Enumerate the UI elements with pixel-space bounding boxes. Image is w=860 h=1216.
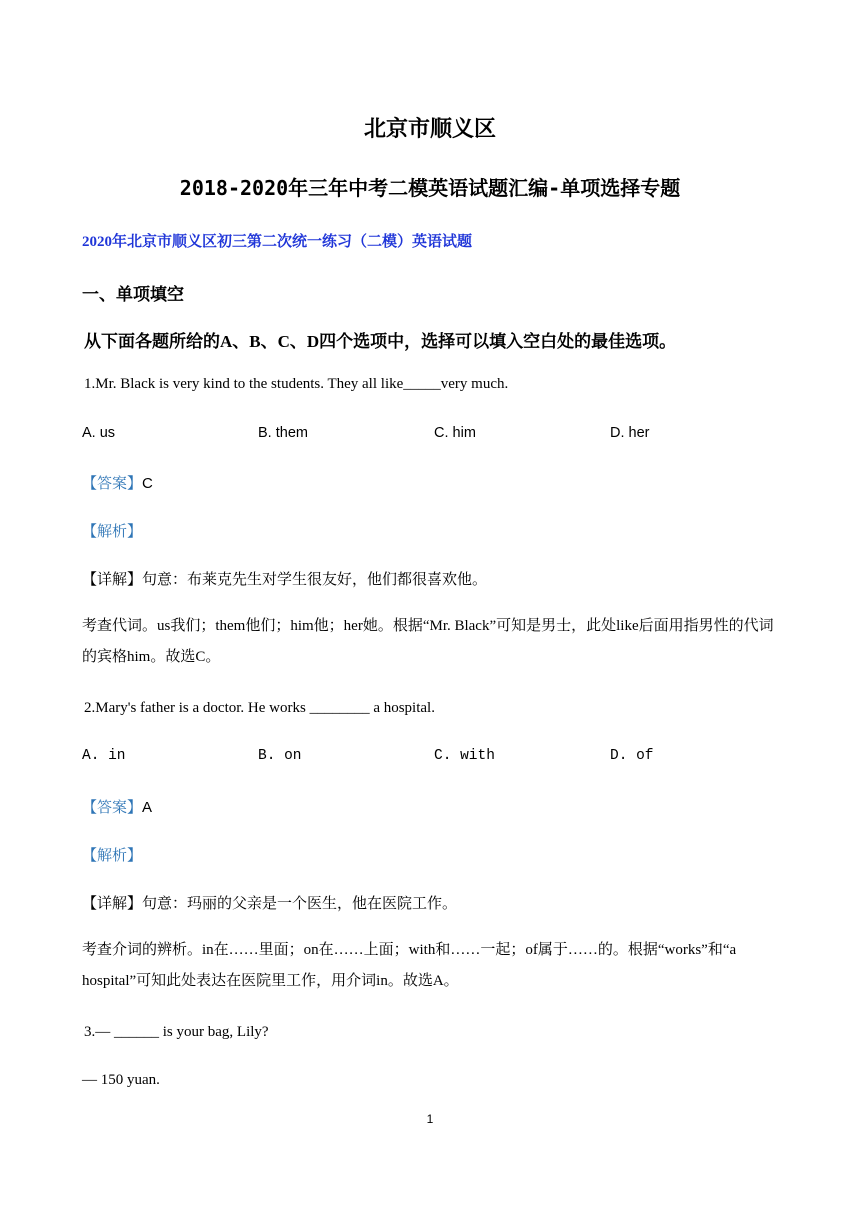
- instruction-text: 从下面各题所给的A、B、C、D四个选项中，选择可以填入空白处的最佳选项。: [84, 332, 677, 351]
- q2-option-b: B. on: [258, 748, 302, 764]
- q2-detail: [82, 892, 457, 913]
- q1-detail-text: 句意：布莱克先生对学生很友好，他们都很喜欢他。: [142, 572, 488, 588]
- q1-option-a: A. us: [82, 425, 116, 441]
- q1-answer-value: C: [142, 475, 153, 492]
- q2-analysis: [82, 844, 142, 865]
- detail-label: 【详解】: [82, 896, 143, 912]
- q1-option-d: D. her: [610, 425, 650, 441]
- document-title: 北京市顺义区: [363, 116, 496, 141]
- analysis-label: 【解析】: [82, 848, 143, 864]
- question-3-text: 3.— ______ is your bag, Lily?: [84, 1024, 269, 1040]
- analysis-label: 【解析】: [82, 524, 143, 540]
- q2-answer: [82, 796, 152, 817]
- q2-detail-text: 句意：玛丽的父亲是一个医生，他在医院工作。: [142, 896, 458, 912]
- q2-option-a: A. in: [82, 748, 126, 764]
- question-2-text: 2.Mary's father is a doctor. He works ________ a hospital.: [84, 700, 435, 716]
- q1-analysis: [82, 520, 142, 541]
- q1-answer: [82, 472, 153, 493]
- q1-option-c: C. him: [434, 425, 476, 441]
- q1-explanation: 考查代词。us我们；them他们；him他；her她。根据“Mr. Black”可知是男士，此处like后面用指男性的代词的宾格him。故选C。: [82, 618, 774, 665]
- document-subtitle: 2018-2020年三年中考二模英语试题汇编-单项选择专题: [179, 176, 681, 200]
- q2-option-c: C. with: [434, 748, 495, 764]
- section-heading: 一、单项填空: [82, 285, 184, 304]
- q2-answer-value: A: [142, 799, 153, 816]
- q2-option-d: D. of: [610, 748, 654, 764]
- question-1-text: 1.Mr. Black is very kind to the students. They all like_____very much.: [84, 376, 509, 392]
- q1-option-b: B. them: [258, 425, 308, 441]
- exam-title: 2020年北京市顺义区初三第二次统一练习（二模）英语试题: [82, 234, 473, 250]
- answer-label: 【答案】: [82, 800, 143, 816]
- answer-label: 【答案】: [82, 476, 143, 492]
- question-3-reply: — 150 yuan.: [82, 1072, 160, 1088]
- q2-explanation: 考查介词的辨析。in在……里面；on在……上面；with和……一起；of属于……的。根据“works”和“a hospital”可知此处表达在医院里工作，用介词in。故选A。: [82, 942, 737, 989]
- detail-label: 【详解】: [82, 572, 143, 588]
- page-number: 1: [426, 1112, 434, 1126]
- q1-detail: [82, 568, 487, 589]
